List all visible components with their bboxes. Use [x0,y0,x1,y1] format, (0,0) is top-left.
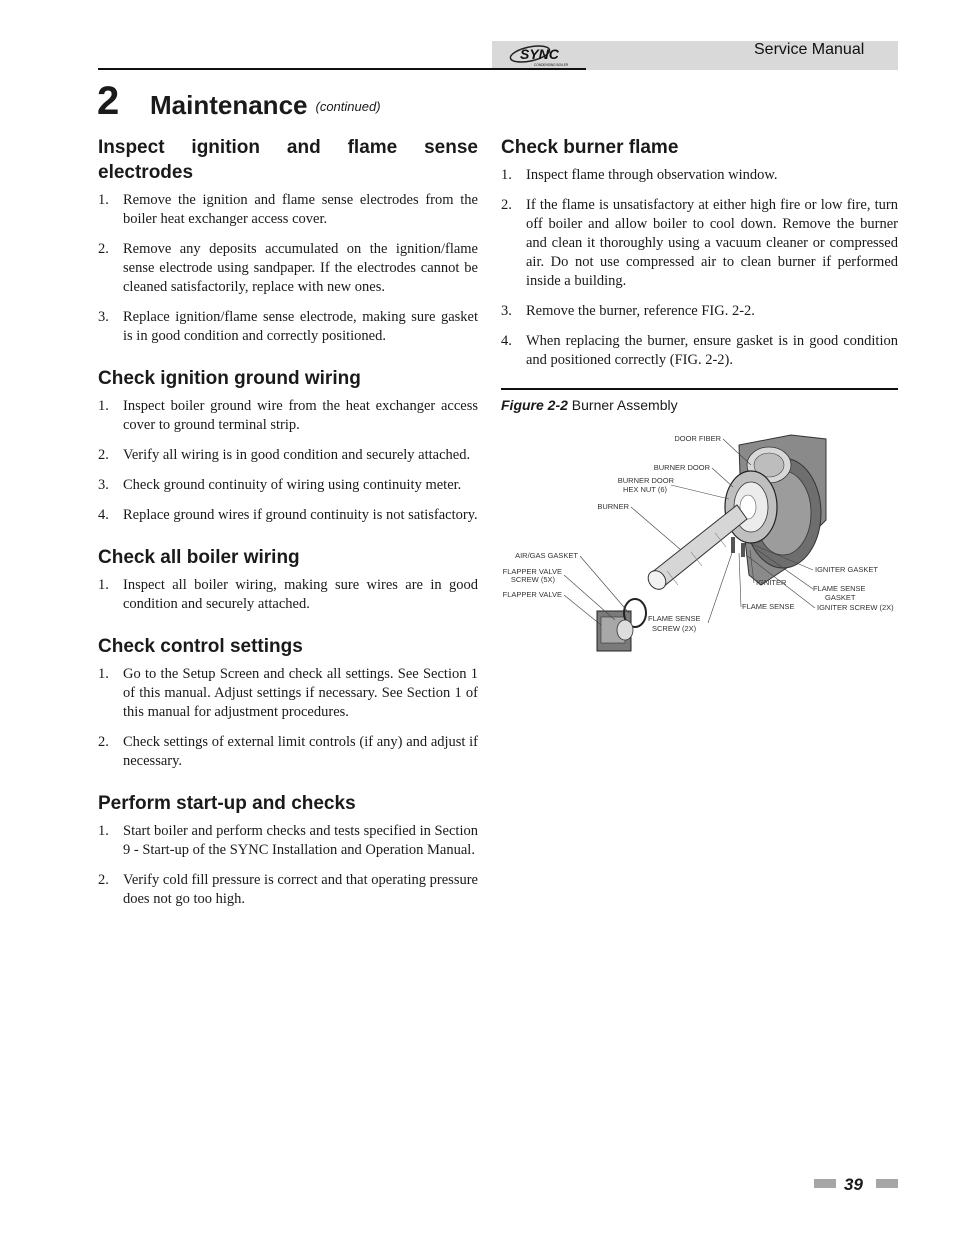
figure-caption [501,396,898,414]
item-number: 4. [501,333,512,349]
burner-assembly-diagram [501,425,901,665]
section-ignition-electrodes [98,135,478,346]
list-item [98,397,478,435]
callout-igniter-screw: IGNITER SCREW (2X) [817,603,894,612]
section-heading: Check all boiler wiring [98,547,300,568]
list-item [98,191,478,229]
list-item [98,308,478,346]
list-item [98,506,478,525]
burner-door-illustration [725,471,777,543]
item-text: Inspect flame through observation window. [526,167,778,183]
callout-flapper-valve: FLAPPER VALVE [502,590,562,599]
item-number: 2. [501,197,512,213]
section-boiler-wiring [98,545,478,614]
sync-logo [508,41,588,69]
callout-hex-nut-line1: BURNER DOOR [617,476,674,485]
callout-flapper-screw-line2: SCREW (5X) [510,575,555,584]
footer-bar-right [876,1179,898,1188]
callout-flapper-screw-line1: FLAPPER VALVE [502,567,562,576]
item-text: Verify cold fill pressure is correct and that operating pressure does not go too high. [123,872,478,907]
item-number: 1. [501,167,512,183]
item-number: 1. [98,823,109,839]
item-text: If the flame is unsatisfactory at either high fire or low fire, turn off boiler and allow boiler to cool down. Remove the burner and clean it thoroughly using a vacuum cleaner or compressed air. Do not use compressed air to clean burner if performed inside a building. [526,197,898,289]
callout-flame-sense: FLAME SENSE [742,602,795,611]
list-item [98,446,478,465]
item-text: Start boiler and perform checks and tests specified in Section 9 - Start-up of the SYNC Installation and Operation Manual. [123,823,478,858]
chapter-title [150,89,381,123]
item-text: Remove any deposits accumulated on the ignition/flame sense electrode using sandpaper. If the electrodes cannot be cleaned satisfactorily, replace with new ones. [123,241,478,295]
item-text: Remove the burner, reference FIG. 2-2. [526,303,755,319]
item-number: 2. [98,241,109,257]
section-heading: Check ignition ground wiring [98,368,361,389]
left-column [98,135,478,929]
item-text: Go to the Setup Screen and check all settings. See Section 1 of this manual. Adjust settings if necessary. See Section 1 of this manual for adjustment procedures. [123,666,478,720]
item-number: 1. [98,398,109,414]
page-number: 39 [844,1175,863,1194]
item-text: Replace ground wires if ground continuity is not satisfactory. [123,507,478,523]
item-text: When replacing the burner, ensure gasket is in good condition and positioned correctly (FIG. 2-2). [526,333,898,368]
figure-caption-text: Burner Assembly [571,397,678,413]
logo-text: SYNC [520,46,559,62]
list-item [98,476,478,495]
callout-igniter: IGNITER [756,578,787,587]
header-title: Service Manual [754,41,865,58]
section-ground-wiring [98,366,478,525]
callout-burner: BURNER [597,502,629,511]
chapter-subtitle: (continued) [315,99,381,114]
item-number: 1. [98,192,109,208]
list-item [501,332,898,370]
item-text: Replace ignition/flame sense electrode, making sure gasket is in good condition and correctly positioned. [123,309,478,344]
callout-flame-sense-screw-line2: SCREW (2X) [652,624,697,633]
item-number: 2. [98,734,109,750]
chapter-title-text: Maintenance [150,90,308,120]
figure-label: Figure 2-2 [501,397,568,413]
section-heading: Perform start-up and checks [98,793,356,814]
callout-flame-sense-screw-line1: FLAME SENSE [648,614,701,623]
callout-door-fiber: DOOR FIBER [674,434,721,443]
callout-air-gas-gasket: AIR/GAS GASKET [515,551,578,560]
item-text: Remove the ignition and flame sense electrodes from the boiler heat exchanger access cover. [123,192,478,227]
item-text: Inspect boiler ground wire from the heat exchanger access cover to ground terminal strip. [123,398,478,433]
list-item [98,576,478,614]
right-column [501,135,898,414]
item-number: 3. [98,477,109,493]
list-item [98,822,478,860]
callout-igniter-gasket: IGNITER GASKET [815,565,878,574]
item-text: Check settings of external limit controls (if any) and adjust if necessary. [123,734,478,769]
figure-rule [501,388,898,390]
logo-subtext: CONDENSING BOILER [534,63,569,67]
item-number: 1. [98,577,109,593]
callout-hex-nut-line2: HEX NUT (6) [622,485,667,494]
footer-bar-left [814,1179,836,1188]
item-number: 1. [98,666,109,682]
item-text: Check ground continuity of wiring using continuity meter. [123,477,462,493]
item-text: Inspect all boiler wiring, making sure wires are in good condition and securely attached. [123,577,478,612]
item-text: Verify all wiring is in good condition and securely attached. [123,447,471,463]
section-heading: Check burner flame [501,137,679,158]
chapter-number: 2 [97,79,120,123]
callout-burner-door: BURNER DOOR [653,463,710,472]
section-heading: Check control settings [98,636,303,657]
item-number: 3. [501,303,512,319]
callout-flame-sense-gasket-line2: GASKET [825,593,856,602]
item-number: 2. [98,872,109,888]
list-item [98,665,478,722]
list-item [501,196,898,291]
list-item [98,240,478,297]
item-number: 2. [98,447,109,463]
section-startup-checks [98,791,478,909]
section-heading: Inspect ignition and flame sense electrodes [98,137,478,183]
callout-flame-sense-gasket-line1: FLAME SENSE [813,584,866,593]
list-item [501,166,898,185]
list-item [501,302,898,321]
item-number: 4. [98,507,109,523]
item-number: 3. [98,309,109,325]
list-item [98,733,478,771]
section-burner-flame [501,135,898,370]
flapper-valve-illustration [597,599,646,651]
section-control-settings [98,634,478,771]
list-item [98,871,478,909]
